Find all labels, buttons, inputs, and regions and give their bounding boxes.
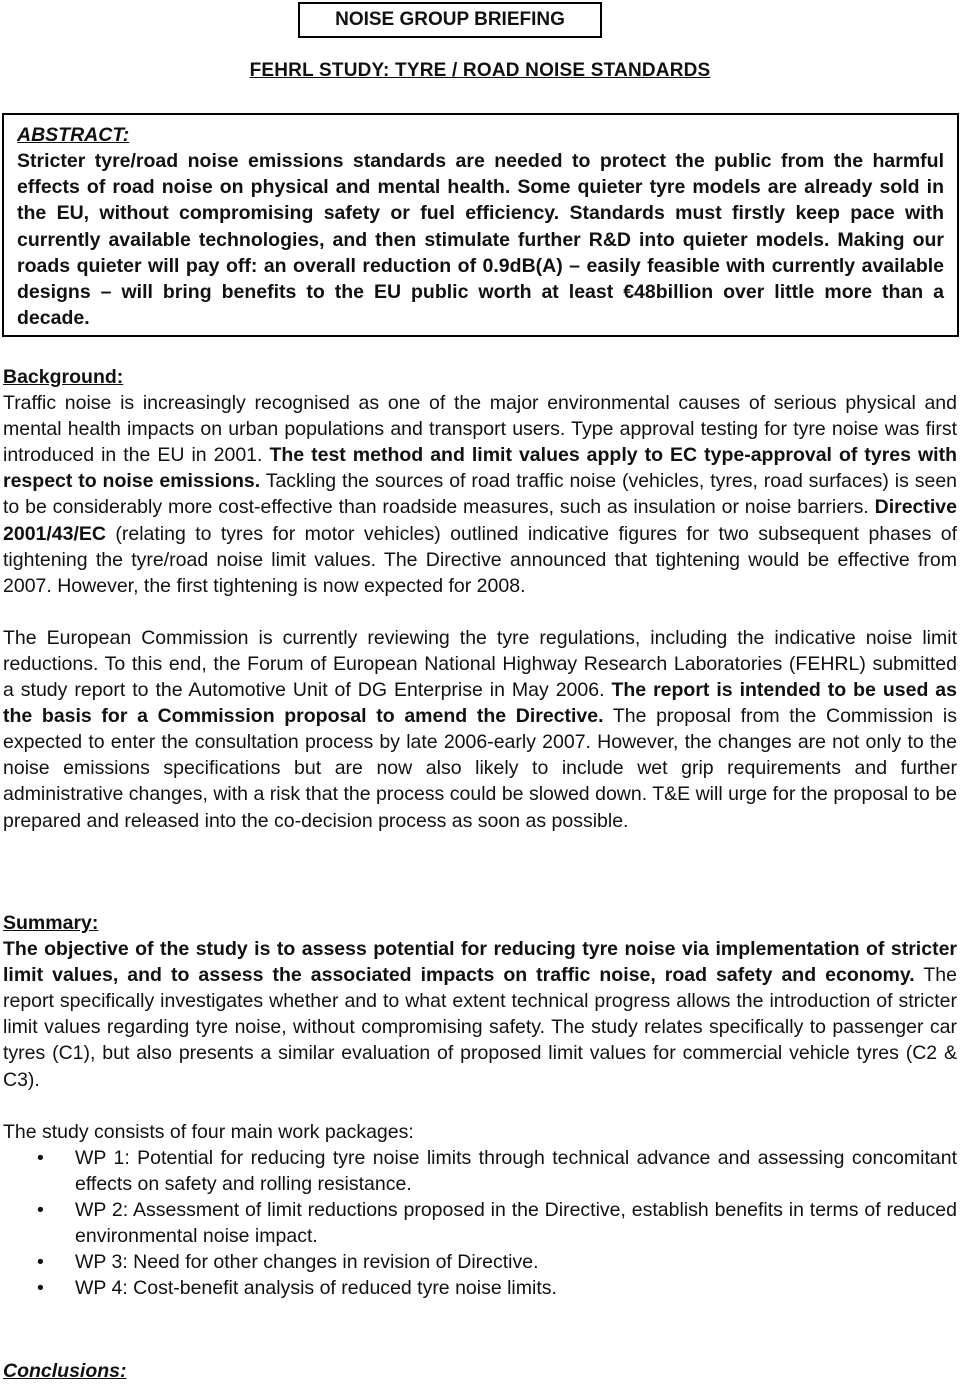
summary-heading: Summary: [3,912,99,934]
briefing-title: NOISE GROUP BRIEFING [298,2,602,38]
abstract-heading: ABSTRACT: [17,124,130,146]
abstract-text: Stricter tyre/road noise emissions standards are needed to protect the public from the harmful effects of road noise on physical and mental health. Some quieter tyre models are already sold in the EU, without compromising safety or fuel efficiency. Standards must firstly keep pace with currently available technologies, and then stimulate further R&D into quieter models. Making our roads quieter will pay off: an overall reduction of 0.9dB(A) – easily feasible with currently available designs – will bring benefits to the EU public worth at least €48billion over little more than a decade. [17,150,944,330]
background-paragraph-2: The European Commission is currently reviewing the tyre regulations, including the indicative noise limit reductions. To this end, the Forum of European National Highway Research Laboratories (FEHRL) submitted a study report to the Automotive Unit of DG Enterprise in May 2006. The report is intended to be used as the basis for a Commission proposal to amend the Directive. The proposal from the Commission is expected to enter the consultation process by late 2006-early 2007. However, the changes are not only to the noise emissions specifications but are now also likely to include wet grip requirements and further administrative changes, with a risk that the process could be slowed down. T&E will urge for the proposal to be prepared and released into the co-decision process as soon as possible. [3,626,957,832]
list-item: • WP 4: Cost-benefit analysis of reduced tyre noise limits. [37,1277,557,1300]
summary-section [3,910,957,1301]
list-item: • WP 2: Assessment of limit reductions proposed in the Directive, establish benefits in terms of reduced environmental noise impact. [37,1198,957,1248]
list-item: • WP 3: Need for other changes in revision of Directive. [37,1251,539,1274]
study-subtitle: FEHRL STUDY: TYRE / ROAD NOISE STANDARDS [249,60,711,81]
conclusions-heading: Conclusions: [3,1360,127,1382]
conclusions-section [3,1358,957,1384]
work-packages-list [3,1145,957,1302]
background-section [3,364,957,834]
summary-paragraph-1: The objective of the study is to assess potential for reducing tyre noise via implementation of stricter limit values, and to assess the associated impacts on traffic noise, road safety and economy. The report specifically investigates whether and to what extent technical progress allows the introduction of stricter limit values regarding tyre noise, without compromising safety. The study relates specifically to passenger car tyres (C1), but also presents a similar evaluation of proposed limit values for commercial vehicle tyres (C2 & C3). [3,938,957,1091]
background-paragraph-1: Traffic noise is increasingly recognised as one of the major environmental causes of serious physical and mental health impacts on urban populations and transport users. Type approval testing for tyre noise was first introduced in the EU in 2001. The test method and limit values apply to EC type-approval of tyres with respect to noise emissions. Tackling the sources of road traffic noise (vehicles, tyres, road surfaces) is seen to be considerably more cost-effective than roadside measures, such as insulation or noise barriers. Directive 2001/43/EC (relating to tyres for motor vehicles) outlined indicative figures for two subsequent phases of tightening the tyre/road noise limit values. The Directive announced that tightening would be effective from 2007. However, the first tightening is now expected for 2008. [3,392,958,597]
abstract-box [2,113,959,337]
work-packages-intro: The study consists of four main work packages: [3,1120,414,1143]
list-item: • WP 1: Potential for reducing tyre noise limits through technical advance and assessing concomitant effects on safety and rolling resistance. [37,1146,957,1195]
background-heading: Background: [3,366,124,388]
